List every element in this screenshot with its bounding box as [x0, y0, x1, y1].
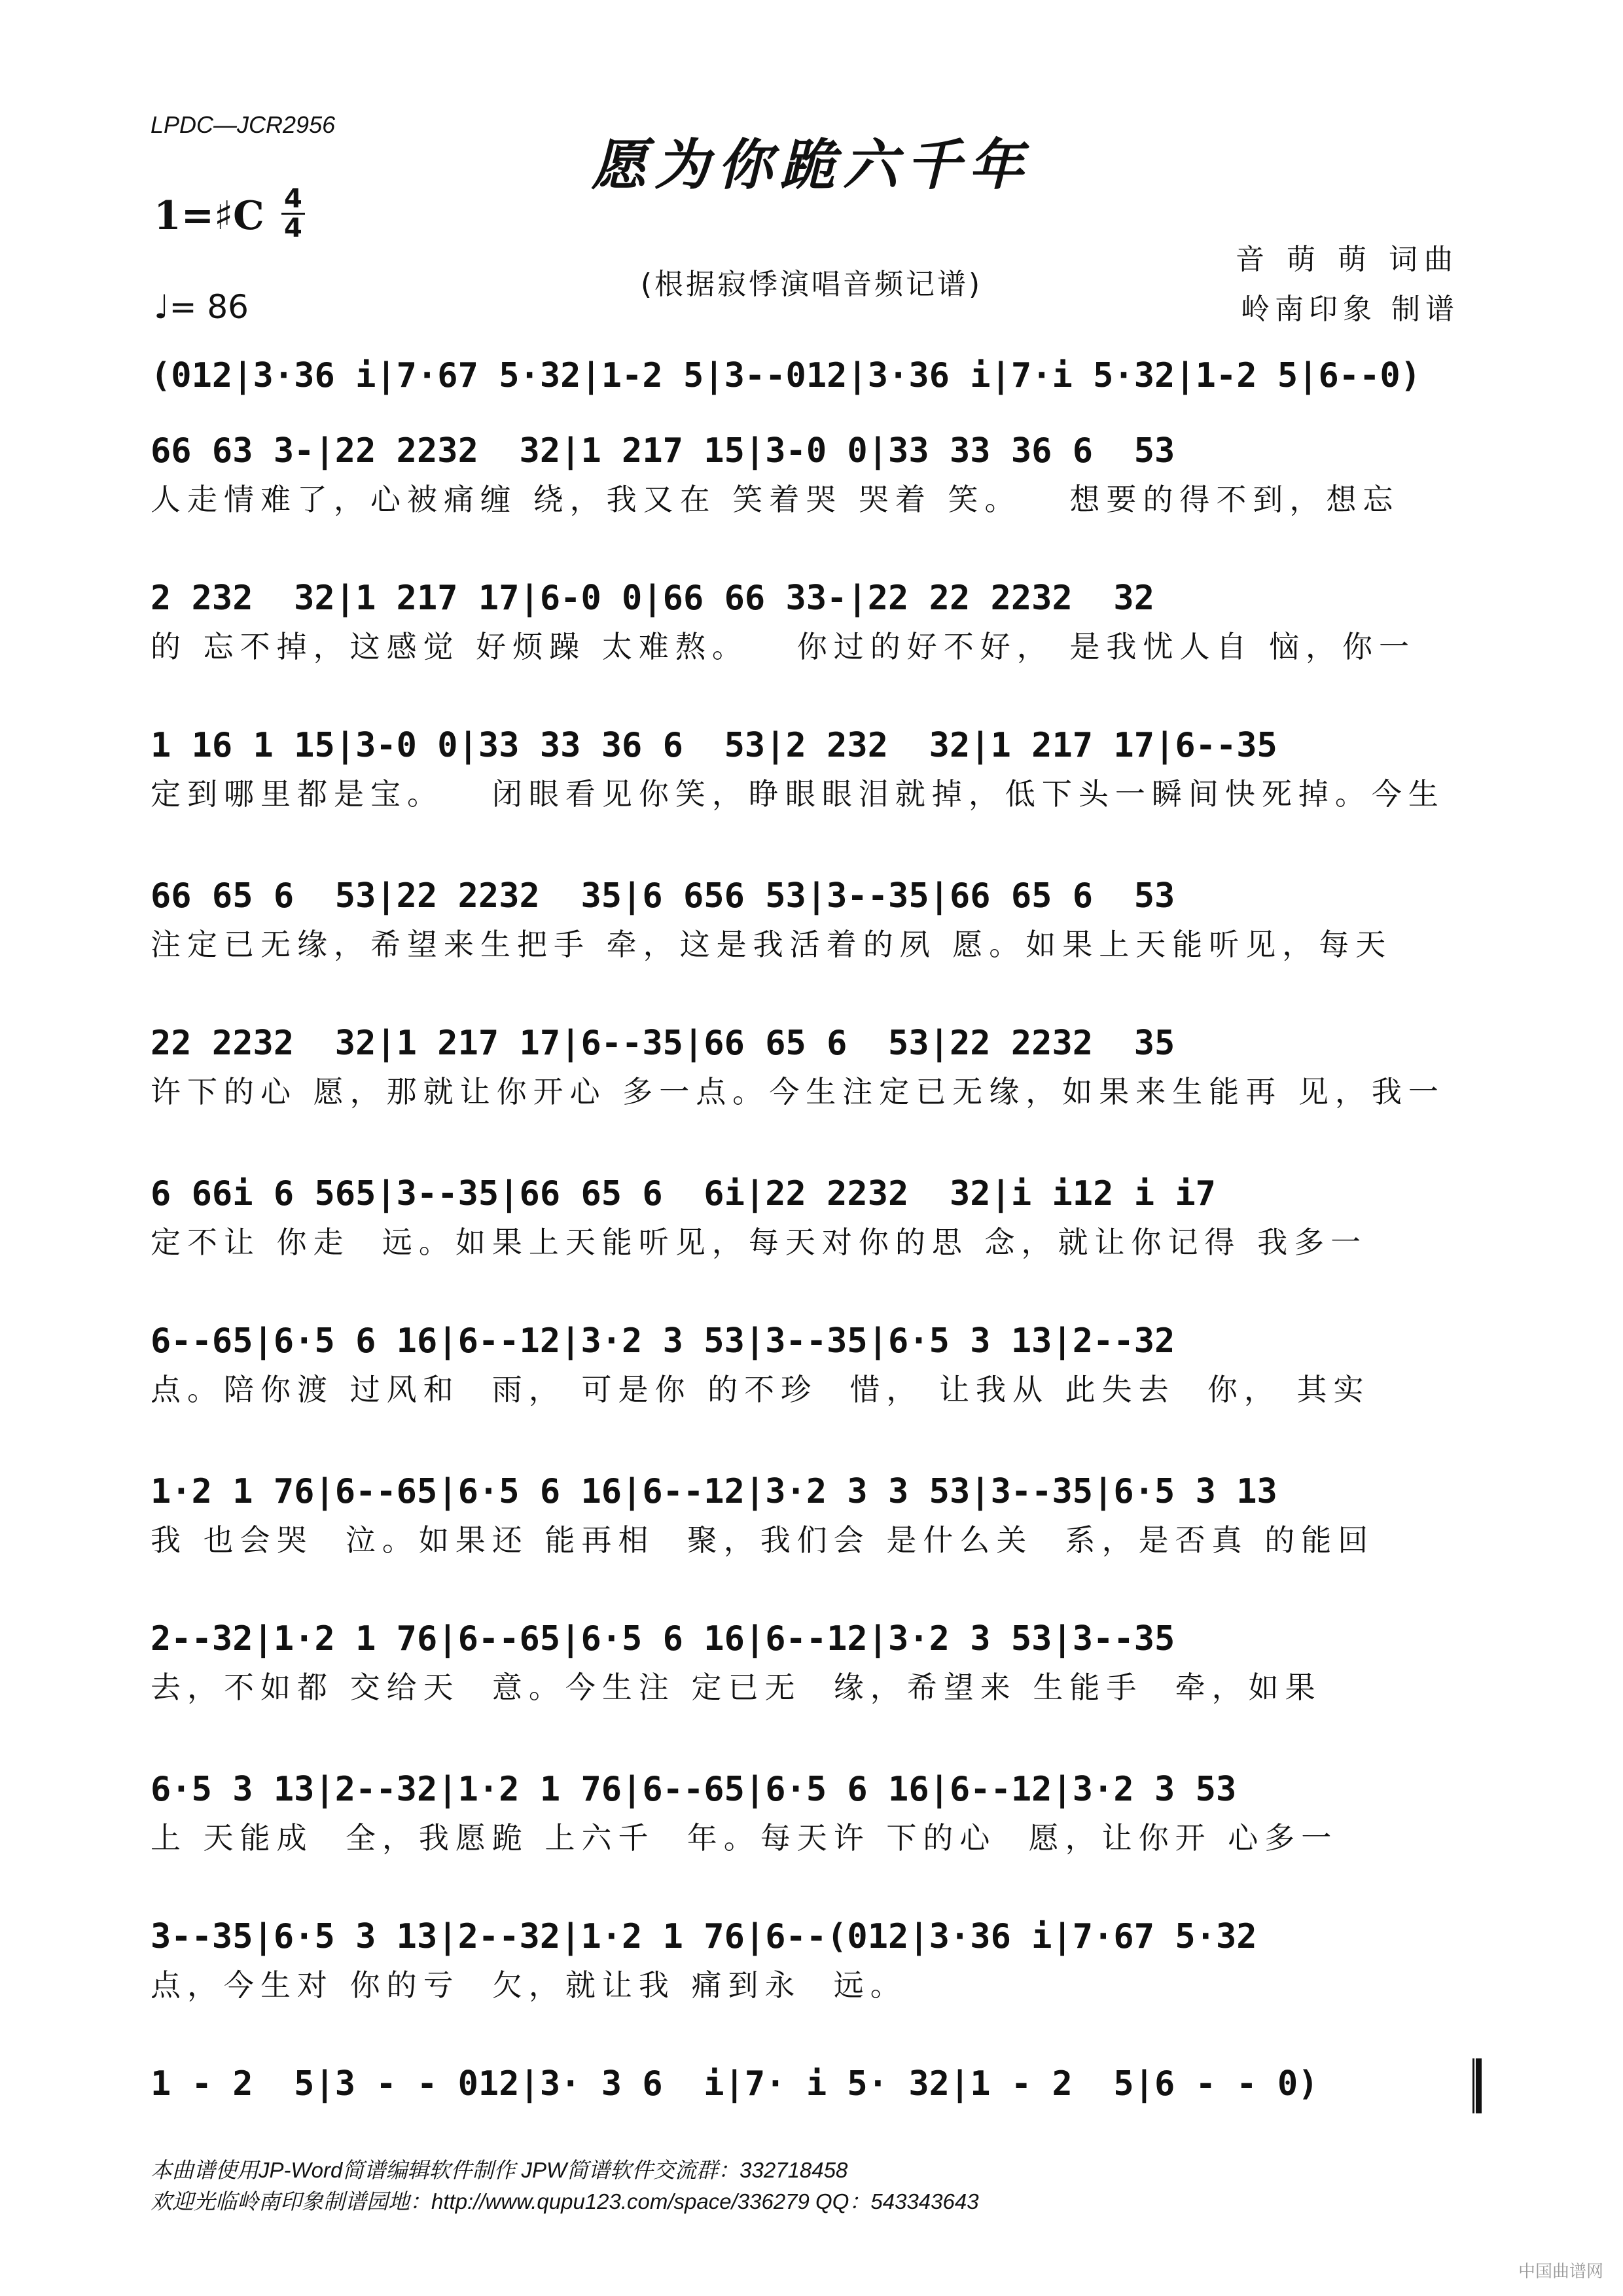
lyrics-row: 人走情难了，心被痛缠 绕，我又在 笑着哭 哭着 笑。 想要的得不到，想忘: [151, 482, 1400, 517]
lyrics-row: 许下的心 愿，那就让你开心 多一点。今生注定已无缘，如果来生能再 见，我一: [151, 1074, 1445, 1109]
subtitle: (根据寂悸演唱音频记谱): [640, 268, 983, 301]
tempo-mark: ♩= 86: [154, 288, 249, 326]
notation-row: 6--65|6·5 6 16|6--12|3·2 3 53|3--35|6·5 3 13|2--32: [151, 1321, 1175, 1361]
song-title: 愿为你跪六千年: [591, 132, 1031, 197]
system-6: [151, 1018, 1472, 1115]
system-13: [151, 2058, 1472, 2109]
notation-row: 6 66i 6 565|3--35|66 65 6 6i|22 2232 32|i i12 i i7: [151, 1174, 1216, 1213]
system-10: [151, 1613, 1472, 1710]
watermark: 中国曲谱网: [1518, 2262, 1603, 2281]
lyrics-row: 上 天能成 全，我愿跪 上六千 年。每天许 下的心 愿，让你开 心多一: [151, 1820, 1338, 1856]
final-barline: [1472, 2058, 1482, 2113]
system-9: [151, 1466, 1472, 1563]
credit-lyrics-composer: 音 萌 萌 词曲: [1236, 243, 1459, 276]
lyrics-row: 点，今生对 你的亏 欠，就让我 痛到永 远。: [151, 1967, 907, 2003]
system-1: [151, 350, 1472, 401]
notation-row: 1 - 2 5|3 - - 012|3· 3 6 i|7· i 5· 32|1 - 2 5|6 - - 0): [151, 2058, 1472, 2109]
lyrics-row: 定到哪里都是宝。 闭眼看见你笑，睁眼眼泪就掉，低下头一瞬间快死掉。今生: [151, 776, 1445, 812]
notation-row: (012|3·36 i|7·67 5·32|1-2 5|3--012|3·36 i|7·i 5·32|1-2 5|6--0): [151, 356, 1421, 395]
meter-top: 4: [281, 185, 305, 215]
lyrics-row: 去，不如都 交给天 意。今生注 定已无 缘，希望来 生能手 牵，如果: [151, 1670, 1322, 1705]
lyrics-row: 定不让 你走 远。如果上天能听见，每天对你的思 念，就让你记得 我多一: [151, 1225, 1368, 1260]
notation-row: 2--32|1·2 1 76|6--65|6·5 6 16|6--12|3·2 3 53|3--35: [151, 1619, 1175, 1659]
lyrics-row: 点。陪你渡 过风和 雨， 可是你 的不珍 惜， 让我从 此失去 你， 其实: [151, 1372, 1370, 1407]
key-signature: 1=♯C: [154, 193, 264, 239]
lyrics-row: 我 也会哭 泣。如果还 能再相 聚，我们会 是什么关 系，是否真 的能回: [151, 1522, 1375, 1558]
catalog-number: LPDC—JCR2956: [151, 111, 336, 138]
notation-row: 66 63 3-|22 2232 32|1 217 15|3-0 0|33 33 36 6 53: [151, 431, 1175, 471]
system-12: [151, 1911, 1472, 2008]
footer-website-note: 欢迎光临岭南印象制谱园地：http://www.qupu123.com/space/336279 QQ：543343643: [151, 2189, 979, 2214]
notation-row: 1 16 1 15|3-0 0|33 33 36 6 53|2 232 32|1 217 17|6--35: [151, 726, 1277, 765]
footer-software-note: 本曲谱使用JP-Word简谱编辑软件制作 JPW简谱软件交流群：332718458: [151, 2158, 848, 2182]
credit-transcriber: 岭南印象 制谱: [1241, 293, 1459, 326]
lyrics-row: 注定已无缘，希望来生把手 牵，这是我活着的夙 愿。如果上天能听见，每天: [151, 927, 1393, 962]
system-2: [151, 425, 1472, 522]
notation-row: 66 65 6 53|22 2232 35|6 656 53|3--35|66 65 6 53: [151, 876, 1175, 916]
system-5: [151, 870, 1472, 967]
meter-bottom: 4: [284, 213, 302, 243]
system-8: [151, 1316, 1472, 1412]
time-signature: [281, 185, 305, 242]
system-11: [151, 1764, 1472, 1861]
notation-row: 3--35|6·5 3 13|2--32|1·2 1 76|6--(012|3·36 i|7·67 5·32: [151, 1917, 1257, 1956]
lyrics-row: 的 忘不掉，这感觉 好烦躁 太难熬。 你过的好不好， 是我忧人自 恼，你一: [151, 629, 1416, 664]
notation-row: 6·5 3 13|2--32|1·2 1 76|6--65|6·5 6 16|6--12|3·2 3 53: [151, 1770, 1237, 1809]
system-7: [151, 1168, 1472, 1265]
notation-row: 22 2232 32|1 217 17|6--35|66 65 6 53|22 2232 35: [151, 1024, 1175, 1063]
notation-row: 2 232 32|1 217 17|6-0 0|66 66 33-|22 22 2232 32: [151, 579, 1155, 618]
notation-row: 1·2 1 76|6--65|6·5 6 16|6--12|3·2 3 3 53|3--35|6·5 3 13: [151, 1472, 1277, 1511]
system-3: [151, 573, 1472, 670]
system-4: [151, 720, 1472, 817]
